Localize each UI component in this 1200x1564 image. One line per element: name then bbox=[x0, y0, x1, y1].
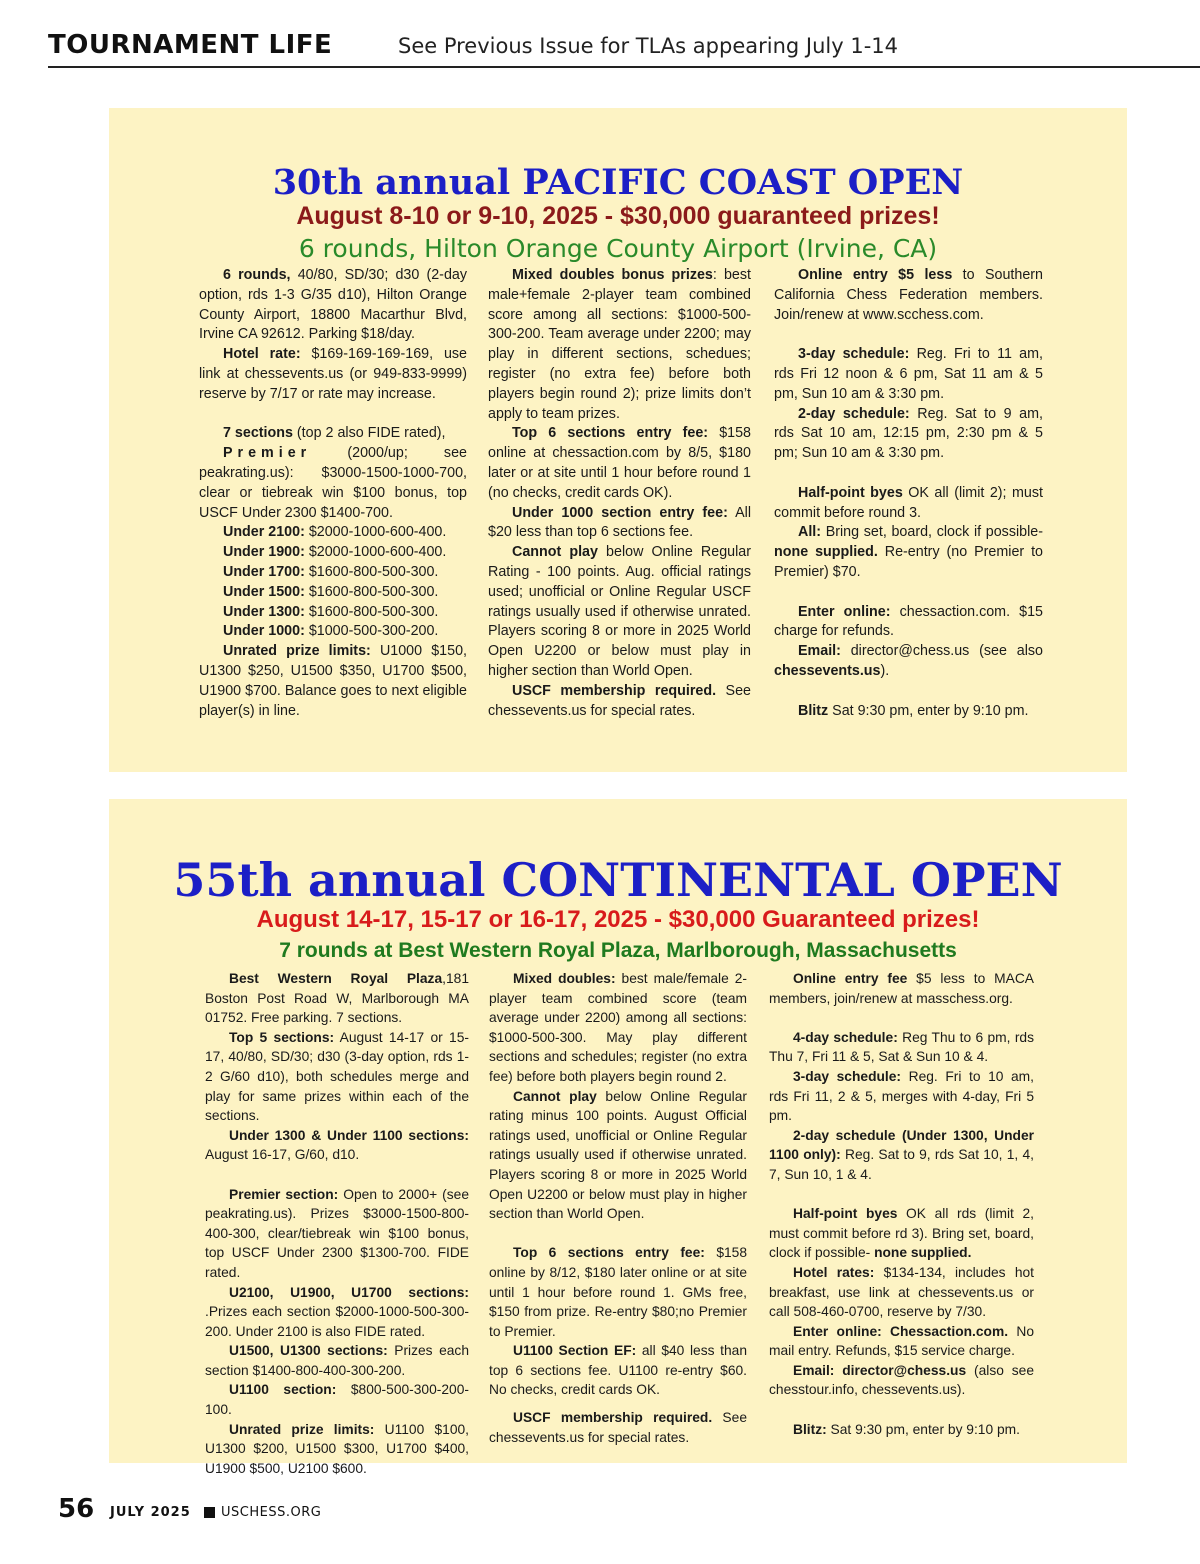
ad-column-3 bbox=[774, 266, 1043, 721]
ad-title: 55th annual CONTINENTAL OPEN bbox=[173, 853, 1063, 907]
paragraph: Top 6 sections entry fee: $158 online at chessaction.com by 8/5, $180 later or at site until 1 hour before round 1 (no checks, credit cards OK). bbox=[488, 425, 751, 501]
paragraph: Online entry $5 less to Southern California Chess Federation members. Join/renew at www.scchess.com. bbox=[774, 267, 1043, 323]
paragraph: Unrated prize limits: U1100 $100, U1300 $200, U1500 $300, U1700 $400, U1900 $500, U2100 $600. bbox=[205, 1421, 469, 1476]
ad-column-1 bbox=[205, 969, 469, 1478]
paragraph: Email: director@chess.us (see also chessevents.us). bbox=[774, 643, 1043, 679]
paragraph: Top 5 sections: August 14-17 or 15-17, 40/80, SD/30; d30 (3-day option, rds 1-2 G/60 d10), both schedules merge and play for same prizes within each of the sections. bbox=[205, 1029, 469, 1124]
ad-column-1 bbox=[199, 266, 467, 721]
paragraph: U1500, U1300 sections: Prizes each section $1400-800-400-300-200. bbox=[205, 1343, 469, 1378]
paragraph: Online entry fee $5 less to MACA members, join/renew at masschess.org. bbox=[769, 971, 1034, 1006]
paragraph: Under 1700: $1600-800-500-300. bbox=[223, 563, 439, 580]
paragraph: USCF membership required. See chessevents.us for special rates. bbox=[488, 682, 751, 719]
paragraph: Under 1000: $1000-500-300-200. bbox=[223, 623, 439, 640]
paragraph: Blitz: Sat 9:30 pm, enter by 9:10 pm. bbox=[793, 1421, 1020, 1437]
paragraph: Under 1500: $1600-800-500-300. bbox=[223, 583, 439, 600]
paragraph: 7 sections (top 2 also FIDE rated), bbox=[223, 425, 446, 442]
ad-subtitle: August 14-17, 15-17 or 16-17, 2025 - $30,000 Guaranteed prizes! bbox=[256, 906, 980, 933]
paragraph: Blitz Sat 9:30 pm, enter by 9:10 pm. bbox=[798, 702, 1029, 719]
paragraph: 3-day schedule: Reg. Fri to 10 am, rds Fri 11, 2 & 5, merges with 4-day, Fri 5 pm. bbox=[769, 1068, 1035, 1124]
continental-open-ad bbox=[109, 799, 1127, 1476]
paragraph: Mixed doubles: best male/female 2-player team combined score (team average under 2200) among all sections: $1000-500-300. May play different sections and schedules; register (no extra fee) before both players begin round 2. bbox=[489, 971, 748, 1084]
section-title: TOURNAMENT LIFE bbox=[48, 30, 333, 60]
paragraph: Mixed doubles bonus prizes: best male+female 2-player team combined score among all sections: $1000-500-300-200. Team average under 2200; may play in different sections, schedues; register (no extra fee) before both players begin round 2); prize limits don’t apply to team prizes. bbox=[488, 267, 752, 422]
paragraph: Half-point byes OK all (limit 2); must commit before round 3. bbox=[774, 484, 1043, 521]
paragraph: Premier (2000/up; see peakrating.us): $3000-1500-1000-700, clear or tiebreak win $100 bonus, top USCF Under 2300 $1400-700. bbox=[199, 445, 467, 521]
paragraph: Under 1300: $1600-800-500-300. bbox=[223, 603, 439, 620]
page-header bbox=[48, 28, 1200, 68]
paragraph: Hotel rate: $169-169-169-169, use link at chessevents.us (or 949-833-9999) reserve by 7/17 or rate may increase. bbox=[199, 346, 467, 402]
paragraph: Hotel rates: $134-134, includes hot breakfast, use link at chessevents.us or call 508-460-0700, reserve by 7/30. bbox=[769, 1264, 1034, 1320]
site-name: USCHESS.ORG bbox=[221, 1505, 322, 1520]
ad-column-2 bbox=[488, 266, 751, 721]
paragraph: Under 2100: $2000-1000-600-400. bbox=[223, 524, 447, 541]
paragraph: 4-day schedule: Reg Thu to 6 pm, rds Thu 7, Fri 11 & 5, Sat & Sun 10 & 4. bbox=[769, 1029, 1035, 1065]
ad-title: 30th annual PACIFIC COAST OPEN bbox=[272, 162, 964, 203]
paragraph: U1100 section: $800-500-300-200-100. bbox=[205, 1382, 469, 1418]
paragraph: Half-point byes OK all rds (limit 2, must commit before rd 3). Bring set, board, clock if possible- none supplied. bbox=[769, 1206, 1034, 1261]
paragraph: Under 1300 & Under 1100 sections: August 16-17, G/60, d10. bbox=[205, 1127, 469, 1163]
paragraph: Enter online: Chessaction.com. No mail entry. Refunds, $15 service charge. bbox=[769, 1323, 1034, 1359]
ad-venue: 6 rounds, Hilton Orange County Airport (Irvine, CA) bbox=[298, 234, 938, 263]
paragraph: Under 1900: $2000-1000-600-400. bbox=[223, 544, 447, 561]
paragraph: All: Bring set, board, clock if possible- none supplied. Re-entry (no Premier to Premier) $70. bbox=[774, 524, 1044, 580]
paragraph: U1100 Section EF: all $40 less than top 6 sections fee. U1100 re-entry $60. No checks, credit cards OK. bbox=[489, 1343, 747, 1398]
page-number: 56 bbox=[58, 1494, 95, 1524]
issue-month: JULY 2025 bbox=[110, 1505, 191, 1520]
paragraph: USCF membership required. See chessevents.us for special rates. bbox=[489, 1410, 747, 1445]
square-bullet-icon bbox=[204, 1507, 215, 1518]
ad-column-3 bbox=[769, 969, 1034, 1439]
paragraph: 2-day schedule: Reg. Sat to 9 am, rds Sat 10 am, 12:15 pm, 2:30 pm & 5 pm; Sun 10 am & 3:30 pm. bbox=[774, 405, 1044, 462]
paragraph: Premier section: Open to 2000+ (see peakrating.us). Prizes $3000-1500-800-400-300, clear/tiebreak win $100 bonus, top USCF Under 2300 $1300-700. FIDE rated. bbox=[205, 1186, 469, 1280]
paragraph: Cannot play below Online Regular Rating - 100 points. Aug. official ratings used; unofficial or Online Regular USCF ratings usually used if otherwise unrated. Players scoring 8 or more in 2025 World Open U2200 or below must play in higher section than World Open. bbox=[488, 544, 751, 679]
paragraph: Unrated prize limits: U1000 $150, U1300 $250, U1500 $350, U1700 $500, U1900 $700. Balance goes to next eligible player(s) in line. bbox=[199, 643, 467, 719]
paragraph: 2-day schedule (Under 1300, Under 1100 only): Reg. Sat to 9, rds Sat 10, 1, 4, 7, Sun 10, 1 & 4. bbox=[769, 1127, 1034, 1182]
paragraph: Email: director@chess.us (also see chesstour.info, chessevents.us). bbox=[769, 1362, 1034, 1398]
paragraph: 3-day schedule: Reg. Fri to 11 am, rds Fri 12 noon & 6 pm, Sat 11 am & 5 pm, Sun 10 am & 3:30 pm. bbox=[774, 346, 1043, 402]
paragraph: Top 6 sections entry fee: $158 online by 8/12, $180 later online or at site until 1 hour before round 1. GMs free, $150 from prize. Re-entry $80;no Premier to Premier. bbox=[489, 1245, 748, 1339]
paragraph: U2100, U1900, U1700 sections: .Prizes each section $2000-1000-500-300-200. Under 2100 is also FIDE rated. bbox=[205, 1284, 469, 1339]
paragraph: Best Western Royal Plaza,181 Boston Post Road W, Marlborough MA 01752. Free parking. 7 sections. bbox=[205, 971, 469, 1026]
section-subtitle: See Previous Issue for TLAs appearing July 1-14 bbox=[398, 34, 898, 58]
ad-subtitle: August 8-10 or 9-10, 2025 - $30,000 guaranteed prizes! bbox=[296, 202, 940, 230]
ad-column-2 bbox=[489, 969, 747, 1447]
ad-venue: 7 rounds at Best Western Royal Plaza, Marlborough, Massachusetts bbox=[279, 939, 957, 962]
paragraph: Enter online: chessaction.com. $15 charge for refunds. bbox=[774, 603, 1043, 640]
paragraph: Under 1000 section entry fee: All $20 less than top 6 sections fee. bbox=[488, 504, 751, 541]
paragraph: Cannot play below Online Regular rating minus 100 points. August Official ratings used, unofficial or Online Regular ratings usually used if otherwise unrated. Players scoring 8 or more in 2025 World Open U2200 or below must play in higher section than World Open. bbox=[489, 1088, 747, 1222]
paragraph: 6 rounds, 40/80, SD/30; d30 (2-day option, rds 1-3 G/35 d10), Hilton Orange County Airport, 18800 Macarthur Blvd, Irvine CA 92612. Parking $18/day. bbox=[199, 267, 467, 343]
pacific-coast-open-ad bbox=[109, 108, 1127, 772]
